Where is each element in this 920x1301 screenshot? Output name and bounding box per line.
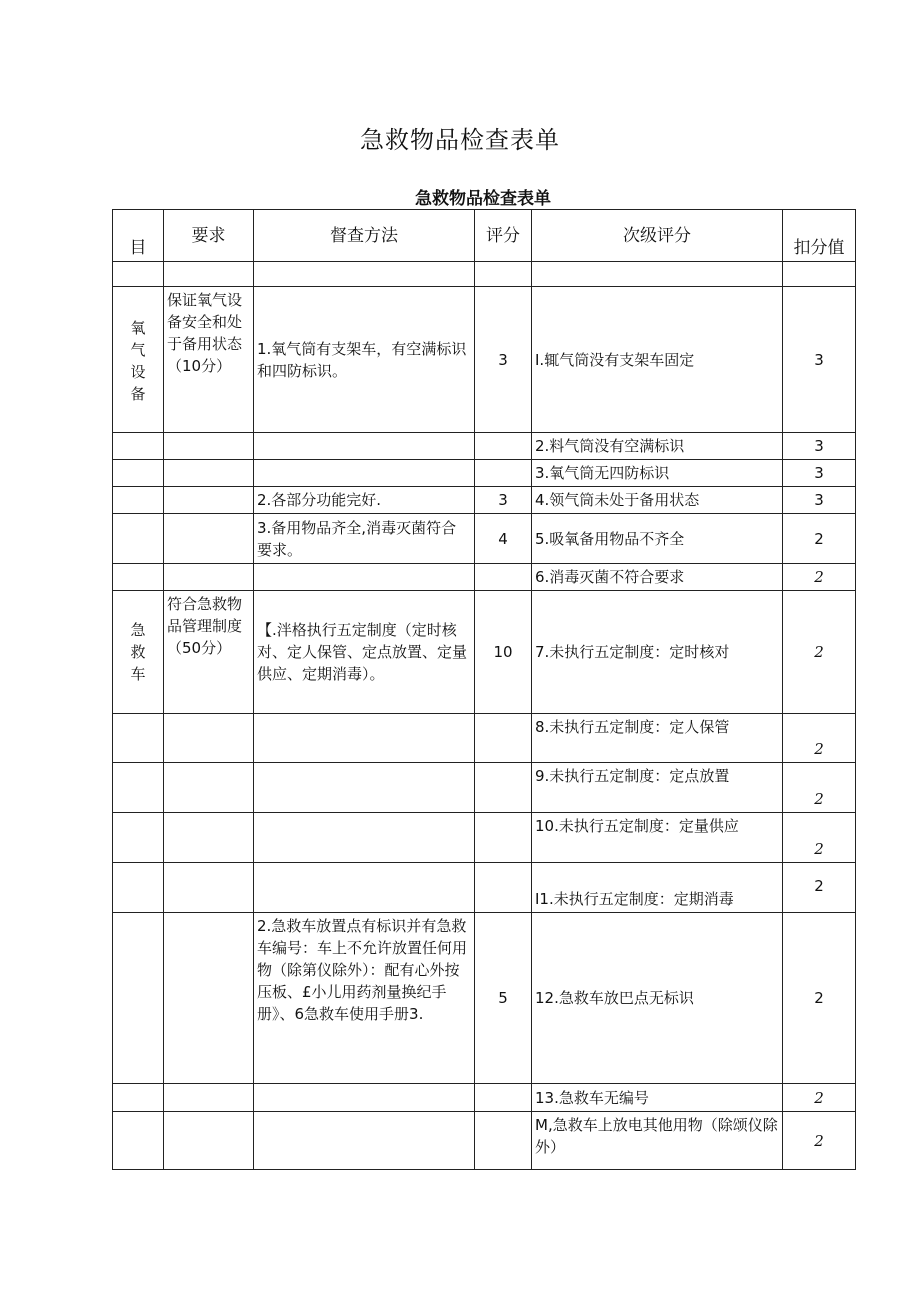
requirement-cell [164,913,254,1084]
project-cell [113,913,164,1084]
project-char: 车 [130,665,146,683]
page-title: 急救物品检查表单 [360,126,560,154]
table-row [113,433,856,460]
table-row [113,460,856,487]
deduction-cell: 2 [783,714,856,763]
project-cell [113,863,164,913]
requirement-cell [164,433,254,460]
deduction-cell: 3 [783,487,856,514]
table-row [113,487,856,514]
method-cell [254,564,475,591]
deduction-cell: 2 [783,514,856,564]
score-cell [475,433,532,460]
sub-score-cell: 12.急救车放巴点无标识 [532,913,783,1084]
sub-score-cell: 4.领气筒未处于备用状态 [532,487,783,514]
score-cell [475,1112,532,1170]
requirement-cell [164,564,254,591]
deduction-cell: 2 [783,564,856,591]
sub-score-cell: 13.急救车无编号 [532,1084,783,1112]
method-cell [254,763,475,813]
table-row [113,564,856,591]
project-cell [113,813,164,863]
project-cell [113,1112,164,1170]
method-cell [254,714,475,763]
sub-score-cell: 8.未执行五定制度：定人保管 [532,714,783,763]
project-cell [113,262,164,287]
deduction-cell: 3 [783,287,856,433]
requirement-cell [164,514,254,564]
table-row [113,1084,856,1112]
header-requirement: 要求 [164,210,254,262]
table-title: 急救物品检查表单 [415,189,551,209]
score-cell [475,460,532,487]
sub-score-cell: 2.料气筒没有空满标识 [532,433,783,460]
deduction-cell: 2 [783,763,856,813]
method-cell: 3.备用物品齐全,消毒灭菌符合要求。 [254,514,475,564]
table-row [113,763,856,813]
method-cell: 2.各部分功能完好. [254,487,475,514]
method-cell: 【.泮格执行五定制度（定时核对、定人保管、定点放置、定量供应、定期消毒）。 [254,591,475,714]
deduction-cell: 2 [783,591,856,714]
requirement-cell [164,714,254,763]
table-row [113,1112,856,1170]
sub-score-cell: M,急救车上放电其他用物（除颂仪除外） [532,1112,783,1170]
project-char: 设 [130,363,146,381]
table-row [113,591,856,714]
header-project: 目 [113,210,164,262]
deduction-cell: 2 [783,913,856,1084]
score-cell: 3 [475,487,532,514]
project-cell [113,1084,164,1112]
requirement-cell [164,487,254,514]
project-char: 急 [130,621,146,639]
requirement-cell [164,863,254,913]
deduction-cell: 3 [783,433,856,460]
deduction-cell: 2 [783,813,856,863]
score-cell [475,714,532,763]
sub-score-cell: I.辄气筒没有支架车固定 [532,287,783,433]
table-row [113,287,856,433]
table-row [113,514,856,564]
method-cell: 2.急救车放置点有标识并有急救车编号：车上不允许放置任何用物（除第仪除外）：配有心外按压板、£小儿用药剂量换纪手册》、6急救车使用手册3. [254,913,475,1084]
deduction-cell: 2 [783,863,856,913]
project-char: 氧 [130,319,146,337]
score-cell [475,1084,532,1112]
project-cell [113,460,164,487]
score-cell: 5 [475,913,532,1084]
requirement-cell [164,460,254,487]
method-cell [254,1084,475,1112]
sub-score-cell: 10.未执行五定制度：定量供应 [532,813,783,863]
score-cell [475,564,532,591]
method-cell [254,813,475,863]
deduction-cell: 2 [783,1084,856,1112]
score-cell [475,863,532,913]
project-cell [113,487,164,514]
sub-score-cell [532,262,783,287]
header-row [113,210,856,262]
deduction-cell [783,262,856,287]
project-char: 救 [130,643,146,661]
requirement-cell [164,262,254,287]
table-row [113,714,856,763]
deduction-cell: 3 [783,460,856,487]
project-char: 备 [130,385,146,403]
method-cell [254,433,475,460]
score-cell: 10 [475,591,532,714]
project-cell [113,763,164,813]
table-row [113,863,856,913]
sub-score-cell: 6.消毒灭菌不符合要求 [532,564,783,591]
inspection-table [112,209,856,1170]
requirement-cell [164,1084,254,1112]
header-score: 评分 [475,210,532,262]
table-row [113,913,856,1084]
method-cell: 1.氧气筒有支架车，有空满标识和四防标识。 [254,287,475,433]
project-cell [113,714,164,763]
project-char: 气 [130,341,146,359]
score-cell [475,262,532,287]
header-sub-score: 次级评分 [532,210,783,262]
requirement-cell: 符合急救物品管理制度（50分） [164,591,254,714]
table-row [113,262,856,287]
method-cell [254,1112,475,1170]
project-cell [113,591,164,714]
score-cell [475,813,532,863]
table-row [113,813,856,863]
requirement-cell: 保证氧气设备安全和处于备用状态（10分） [164,287,254,433]
sub-score-cell: 3.氧气筒无四防标识 [532,460,783,487]
deduction-cell: 2 [783,1112,856,1170]
score-cell: 4 [475,514,532,564]
requirement-cell [164,1112,254,1170]
score-cell: 3 [475,287,532,433]
sub-score-cell: 5.吸氧备用物品不齐全 [532,514,783,564]
method-cell [254,460,475,487]
project-cell [113,514,164,564]
method-cell [254,262,475,287]
header-deduction: 扣分值 [783,210,856,262]
project-cell [113,433,164,460]
project-cell [113,564,164,591]
sub-score-cell: I1.未执行五定制度：定期消毒 [532,863,783,913]
sub-score-cell: 7.未执行五定制度：定时核对 [532,591,783,714]
method-cell [254,863,475,913]
sub-score-cell: 9.未执行五定制度：定点放置 [532,763,783,813]
requirement-cell [164,763,254,813]
requirement-cell [164,813,254,863]
score-cell [475,763,532,813]
header-method: 督查方法 [254,210,475,262]
project-cell [113,287,164,433]
